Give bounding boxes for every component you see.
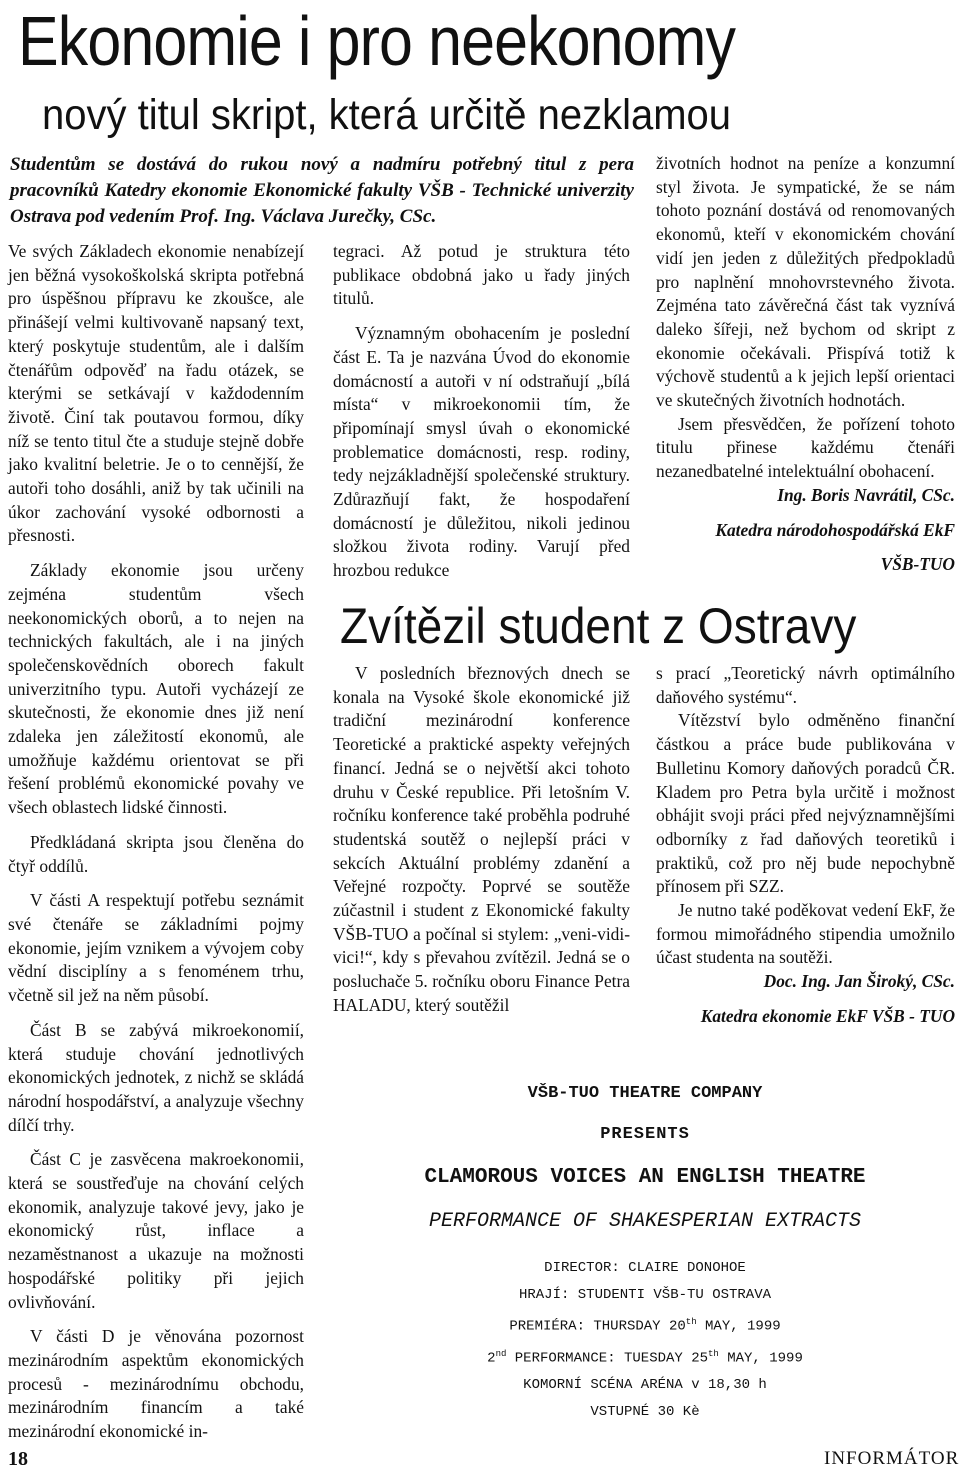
paragraph: V posledních březnových dnech se konala na Vysoké škole ekonomické již tradiční mezinárodní konference Teoretické a praktické aspekty veřejných financí. Jedná se o největší akci tohoto druhu v České republice. Při letošním V. ročníku konference také proběhla podruhé studentská soutěž o nejlepší práci v sekcích Aktuální problémy zdanění a Veřejné rozpočty. Poprvé se soutěže zúčastnil i student z Ekonomické fakulty VŠB-TUO a počínal si stylem: „veni-vidi-vici!“, kdy s převahou zvítězil. Jedná se o posluchače 5. ročníku oboru Finance Petra HALADU, který soutěžil — [333, 663, 630, 1015]
article2-column1 — [333, 662, 630, 1029]
article1-column2 — [333, 240, 630, 594]
article1-column3 — [656, 152, 955, 588]
paragraph: Ve svých Základech ekonomie nenabízejí jen běžná vysokoškolská skripta potřebná pro úspěšnou přípravu ke zkoušce, ale přinášejí velmi kultivovaně napsaný text, který poskytuje studentům, ale i dalším čtenářům odpověď na řadu otázek, se kterými se setkávají v každodenním životě. Činí tak poutavou formou, díky níž se tento titul čte a studuje stejně dobře jako kvalitní beletrie. Je o to cennější, že autoři toho dosáhli, aniž by tak učinili na úkor zachování vysoké odbornosti a přesnosti. — [8, 241, 304, 546]
paragraph: životních hodnot na peníze a konzumní styl života. Je sympatické, že se nám tohoto poznání dostává od renomovaných ekonomů, kteří v ekonomickém chování vidí jen jeden z důležitých předpokladů pro naplnění mnohovrstevného života. Zejména tato závěrečná část tak vyznívá daleko šířeji, než bychom od skript z ekonomie očekávali. Přispívá totiž k výchově studentů a k jejich lepší orientaci ve skutečných životních hodnotách. — [656, 153, 955, 411]
magazine-name: INFORMÁTOR — [824, 1448, 960, 1469]
paragraph: Část B se zabývá mikroekonomií, která studuje chování jednotlivých ekonomických jednotek, z nichž se skládá národní hospodářství, a analyzuje všechny dílčí trhy. — [8, 1019, 304, 1135]
theatre-presents: PRESENTS — [600, 1125, 690, 1144]
theatre-second-performance: 2nd PERFORMANCE: TUESDAY 25th MAY, 1999 — [487, 1348, 803, 1367]
paragraph: Jsem přesvědčen, že pořízení tohoto titulu přinese každému čtenáři nezanedbatelné intelektuální obohacení. — [656, 413, 955, 482]
paragraph: V části D je věnována pozornost mezinárodním aspektům ekonomických procesů - mezinárodnímu obchodu, mezinárodním financím a také mezinárodní ekonomické in- — [8, 1326, 304, 1442]
theatre-premiere: PREMIÉRA: THURSDAY 20th MAY, 1999 — [509, 1317, 781, 1335]
theatre-company: VŠB-TUO THEATRE COMPANY — [527, 1084, 763, 1103]
theatre-show-subtitle: PERFORMANCE OF SHAKESPERIAN EXTRACTS — [428, 1210, 862, 1233]
article2-title: Zvítězil student z Ostravy — [340, 598, 857, 654]
theatre-director: DIRECTOR: CLAIRE DONOHOE — [544, 1260, 746, 1276]
paragraph: Významným obohacením je poslední část E. Ta je nazvána Úvod do ekonomie domácností a autoři v ní odstraňují „bílá místa“ v mikroekonomii tím, že připomínají smysl úvah o ekonomické problematice domácnosti, resp. rodiny, tedy nejzákladnější společenské struktury. Zdůrazňují fakt, že hospodaření domácností je důležitou, nikoli jedinou složkou života rodiny. Varují před hrozbou redukce — [333, 323, 630, 581]
theatre-venue: KOMORNÍ SCÉNA ARÉNA v 18,30 h — [523, 1377, 767, 1394]
article-subtitle: nový titul skript, která určitě nezklamou — [42, 91, 731, 139]
paragraph: Je nutno také poděkovat vedení EkF, že formou mimořádného stipendia umožnilo účast studenta na soutěži. — [656, 900, 955, 968]
paragraph: s prací „Teoretický návrh optimálního daňového systému“. — [656, 663, 955, 707]
article1-column1 — [8, 240, 304, 1455]
paragraph: V části A respektují potřebu seznámit své čtenáře se základními pojmy ekonomie, jejím vznikem a vývojem coby vědní disciplíny a s fenoménem trhu, včetně sil jež na něm působí. — [8, 890, 304, 1006]
author-name: Ing. Boris Navrátil, CSc. — [777, 484, 955, 505]
article-title: Ekonomie i pro neekonomy — [18, 2, 736, 80]
theatre-cast: HRAJÍ: STUDENTI VŠB-TU OSTRAVA — [518, 1287, 772, 1303]
theatre-announcement — [330, 1070, 960, 1426]
author-institution: VŠB-TUO — [880, 554, 955, 575]
theatre-credits — [330, 1255, 960, 1426]
author-affiliation: Katedra ekonomie EkF VŠB - TUO — [700, 1005, 955, 1026]
paragraph: Předkládaná skripta jsou členěna do čtyř oddílů. — [8, 831, 304, 876]
theatre-admission: VSTUPNÉ 30 Kè — [590, 1404, 700, 1421]
paragraph: Základy ekonomie jsou určeny zejména studentům všech neekonomických oborů, a to nejen na technických fakultách, ale i na jiných společenskovědních oborech fakult univerzitního typu. Autoři vycházejí ze skutečnosti, že ekonomie dnes již není zdaleka jen záležitostí ekonomů, ale umožňuje každému orientovat se při řešení problémů ekonomické povahy ve všech oblastech lidské činnosti. — [8, 560, 304, 818]
paragraph: tegraci. Až potud je struktura této publikace obdobná jako u řady jiných titulů. — [333, 241, 630, 309]
paragraph: Vítězství bylo odměněno finanční částkou a práce bude publikována v Bulletinu Komory daňových poradců ČR. Kladem pro Petra byla určitě i možnost obhájit svoji práci před nejvýznamnějšími odborníky z řad daňových teoretiků i praktiků, což pro něj bude nepochybně přínosem při SZZ. — [656, 710, 955, 897]
article-lead: Studentům se dostává do rukou nový a nadmíru potřebný titul z pera pracovníků Katedry ekonomie Ekonomické fakulty VŠB - Technické univerzity Ostrava pod vedením Prof. Ing. Václava Jurečky, CSc. — [10, 154, 634, 227]
author-name: Doc. Ing. Jan Široký, CSc. — [763, 971, 955, 992]
article2-column2 — [656, 662, 955, 1040]
paragraph: Část C je zasvěcena makroekonomii, která se soustřeďuje na chování celých ekonomik, analyzuje takové jevy, jako je ekonomický růst, inflace a nezaměstnanost a ukazuje na možnosti hospodářské politiky při jejich ovlivňování. — [8, 1149, 304, 1312]
author-affiliation: Katedra národohospodářská EkF — [715, 519, 955, 540]
theatre-show-title: CLAMOROUS VOICES AN ENGLISH THEATRE — [424, 1166, 866, 1189]
page-number: 18 — [8, 1448, 28, 1470]
